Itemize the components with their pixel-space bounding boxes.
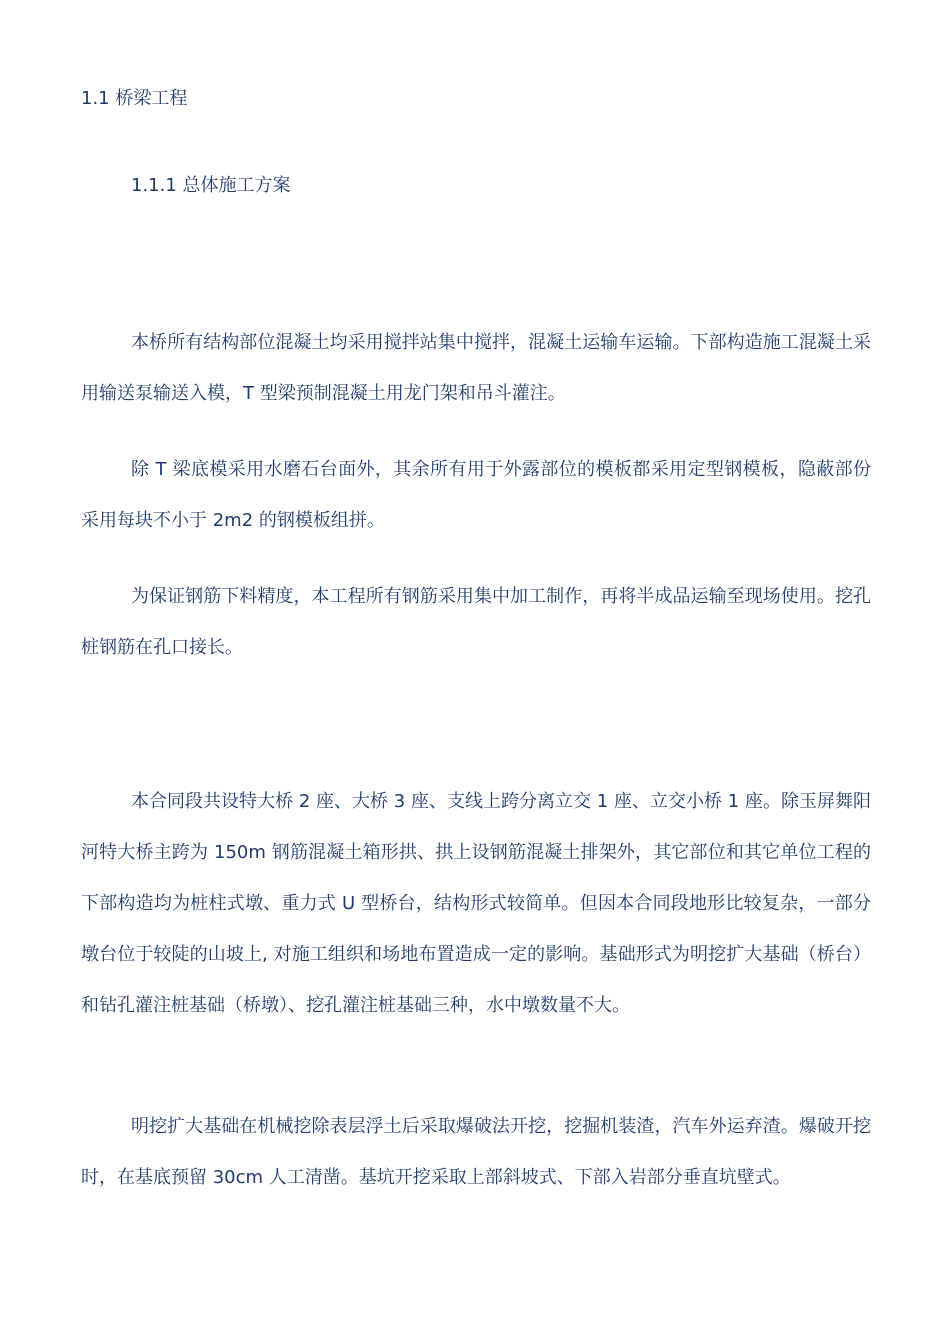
subsection-heading: 1.1.1 总体施工方案 xyxy=(131,175,291,196)
paragraph-concrete: 本桥所有结构部位混凝土均采用搅拌站集中搅拌，混凝土运输车运输。下部构造施工混凝土采用输送泵输送入模，T 型梁预制混凝土用龙门架和吊斗灌注。 xyxy=(81,332,871,404)
section-heading: 1.1 桥梁工程 xyxy=(81,88,188,109)
paragraph-formwork: 除 T 梁底模采用水磨石台面外，其余所有用于外露部位的模板都采用定型钢模板，隐蔽部份采用每块不小于 2m2 的钢模板组拼。 xyxy=(81,459,871,531)
paragraph-foundation-excavation: 明挖扩大基础在机械挖除表层浮土后采取爆破法开挖，挖掘机装渣，汽车外运弃渣。爆破开挖时，在基底预留 30cm 人工清凿。基坑开挖采取上部斜坡式、下部入岩部分垂直坑壁式。 xyxy=(81,1116,871,1188)
paragraph-rebar: 为保证钢筋下料精度，本工程所有钢筋采用集中加工制作，再将半成品运输至现场使用。挖孔桩钢筋在孔口接长。 xyxy=(81,586,871,658)
paragraph-bridges-overview: 本合同段共设特大桥 2 座、大桥 3 座、支线上跨分离立交 1 座、立交小桥 1 座。除玉屏舞阳河特大桥主跨为 150m 钢筋混凝土箱形拱、拱上设钢筋混凝土排架外，其它部位和其它单位工程的下部构造均为桩柱式墩、重力式 U 型桥台，结构形式较简单。但因本合同段地形比较复杂，一部分墩台位于较陡的山坡上, 对施工组织和场地布置造成一定的影响。基础形式为明挖扩大基础（桥台）和钻孔灌注桩基础（桥墩）、挖孔灌注桩基础三种，水中墩数量不大。 xyxy=(81,791,871,1016)
